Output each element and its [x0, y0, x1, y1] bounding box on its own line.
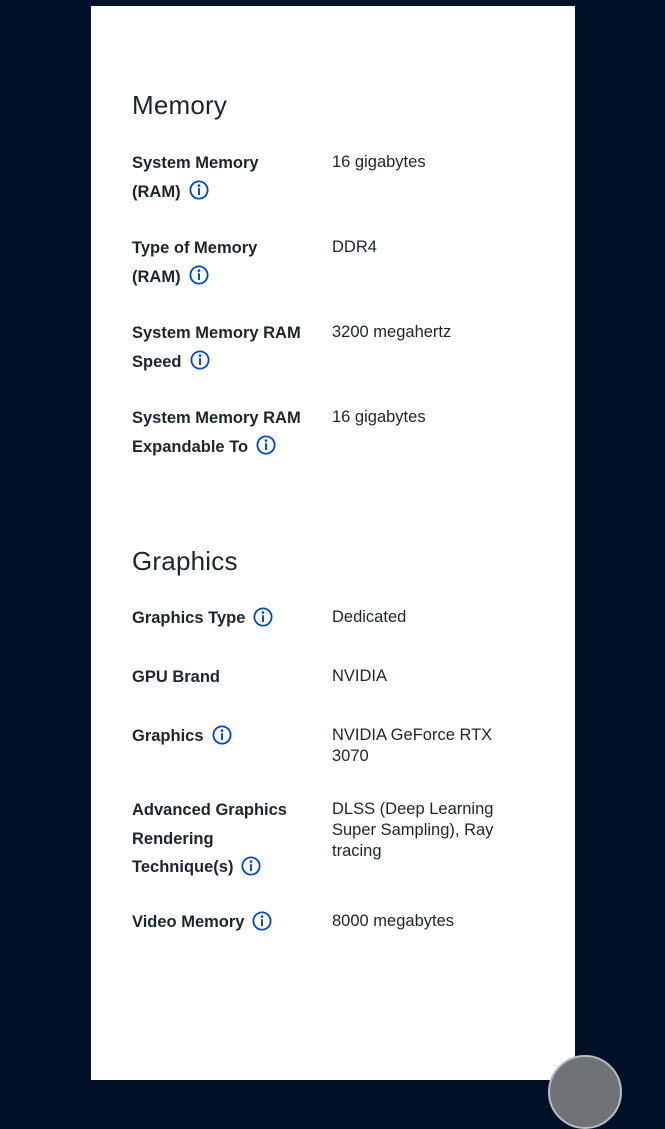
- spec-value: 16 gigabytes: [332, 153, 426, 171]
- spec-value: [332, 607, 522, 628]
- info-icon[interactable]: [256, 435, 276, 455]
- info-icon[interactable]: [252, 911, 272, 931]
- spec-label: [132, 604, 324, 633]
- specifications-panel: [91, 6, 575, 1080]
- spec-label: [132, 319, 324, 376]
- spec-label-line: Technique(s): [132, 858, 234, 876]
- spec-label-line: Graphics: [132, 727, 204, 745]
- spec-label-line: Speed: [132, 352, 182, 371]
- spec-value: DDR4: [332, 238, 377, 256]
- spec-value-line: NVIDIA: [332, 667, 388, 685]
- spec-value: [332, 725, 522, 767]
- spec-value: [332, 799, 522, 862]
- info-icon[interactable]: [189, 265, 209, 285]
- spec-label-line: Rendering: [132, 829, 214, 848]
- spec-label-line: Graphics Type: [132, 609, 246, 627]
- spec-value-line: DLSS (Deep Learning: [332, 800, 494, 818]
- info-icon[interactable]: [190, 350, 210, 370]
- spec-label-line: System Memory RAM: [132, 409, 301, 427]
- spec-value-line: 3070: [332, 747, 369, 765]
- spec-value: 16 gigabytes: [332, 408, 426, 426]
- spec-value-line: NVIDIA GeForce RTX: [332, 726, 493, 744]
- spec-label-line: Video Memory: [132, 913, 245, 931]
- spec-label-line: GPU Brand: [132, 668, 221, 686]
- graphics-section-title: Graphics: [132, 546, 238, 576]
- spec-label-line: Expandable To: [132, 437, 249, 456]
- floating-action-button[interactable]: [548, 1055, 622, 1129]
- spec-label: [132, 404, 324, 461]
- spec-label: [132, 908, 324, 937]
- spec-label-line: (RAM): [132, 182, 181, 201]
- spec-label-line: (RAM): [132, 267, 181, 286]
- spec-value-line: tracing: [332, 842, 382, 860]
- info-icon[interactable]: [253, 607, 273, 627]
- info-icon[interactable]: [241, 856, 261, 876]
- spec-label: [132, 663, 324, 692]
- spec-label: [132, 796, 324, 882]
- memory-section-title: Memory: [132, 90, 228, 120]
- info-icon[interactable]: [212, 725, 232, 745]
- spec-value-line: 8000 megabytes: [332, 912, 455, 930]
- spec-label: [132, 234, 324, 291]
- spec-label-line: System Memory: [132, 154, 259, 172]
- spec-label-line: System Memory RAM: [132, 324, 301, 342]
- spec-label: [132, 149, 324, 206]
- spec-label: [132, 722, 324, 751]
- info-icon[interactable]: [189, 180, 209, 200]
- spec-value: 3200 megahertz: [332, 323, 452, 341]
- spec-value-line: Super Sampling), Ray: [332, 821, 494, 839]
- spec-label-line: Advanced Graphics: [132, 801, 287, 819]
- spec-value-line: Dedicated: [332, 608, 407, 626]
- spec-value: [332, 911, 522, 932]
- spec-value: [332, 666, 522, 687]
- spec-label-line: Type of Memory: [132, 239, 258, 257]
